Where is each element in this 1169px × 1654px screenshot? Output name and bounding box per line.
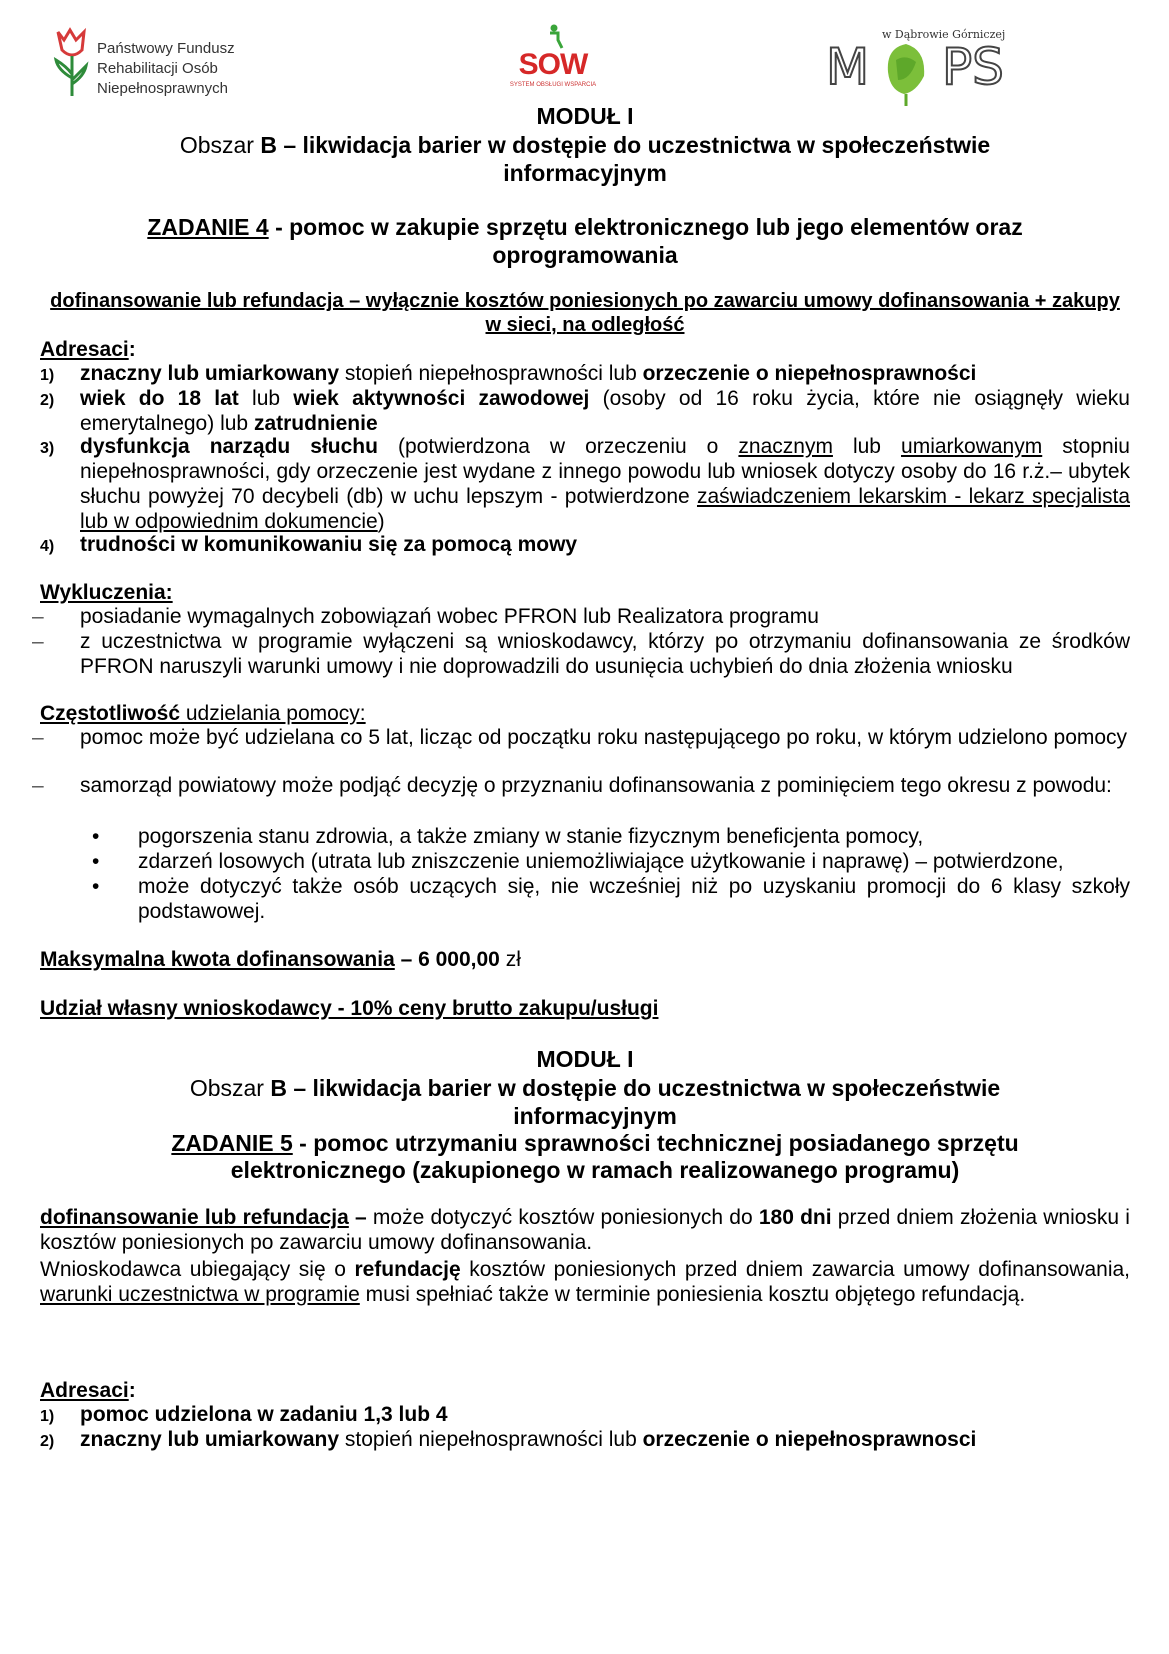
module-title-2: MODUŁ I bbox=[536, 1046, 634, 1072]
task-heading-5: ZADANIE 5 - pomoc utrzymaniu sprawności technicznej posiadanego sprzętu elektronicznego (zakupionego w ramach realizowanego programu) bbox=[171, 1130, 1019, 1183]
person-icon bbox=[544, 24, 564, 50]
pfron-line-1: Państwowy Fundusz bbox=[97, 40, 235, 57]
task-heading-4: ZADANIE 4 - pomoc w zakupie sprzętu elektronicznego lub jego elementów oraz oprogramowania bbox=[147, 214, 1023, 268]
mops-logo bbox=[826, 20, 1066, 108]
exclusions-heading: Wykluczenia: bbox=[40, 581, 173, 604]
mops-letter-m: M bbox=[826, 38, 870, 96]
funding-type-2: dofinansowanie lub refundacja – może dotyczyć kosztów poniesionych do 180 dni przed dniem złożenia wniosku i kosztów poniesionych po zawarciu umowy dofinansowania. bbox=[40, 1206, 1130, 1254]
recipients-heading-2: Adresaci: bbox=[40, 1379, 136, 1402]
sow-logo bbox=[508, 22, 598, 104]
frequency-heading: Częstotliwość udzielania pomocy: bbox=[40, 702, 366, 725]
exclusion-item-1: – posiadanie wymagalnych zobowiązań wobec PFRON lub Realizatora programu bbox=[32, 605, 819, 628]
refund-conditions: Wnioskodawca ubiegający się o refundację kosztów poniesionych przed dniem zawarcia umowy dofinansowania, warunki uczestnictwa w programie musi spełniać także w terminie poniesienia kosztu objętego refundacją. bbox=[40, 1258, 1130, 1306]
sow-mark: SOW bbox=[518, 48, 588, 81]
pfron-line-2: Rehabilitacji Osób bbox=[97, 60, 218, 77]
mops-arc-text: w Dąbrowie Górniczej bbox=[882, 28, 1006, 41]
recipient-item-2: 2) wiek do 18 lat lub wiek aktywności zawodowej (osoby od 16 roku życia, które nie osiągnęły wieku emerytalnego) lub zatrudnienie bbox=[40, 387, 1130, 435]
mops-letters-ps: PS bbox=[942, 38, 1004, 96]
pfron-logo bbox=[52, 26, 272, 104]
area-heading-1: Obszar B – likwidacja barier w dostępie do uczestnictwa w społeczeństwie informacyjnym bbox=[179, 132, 991, 186]
recipient2-item-2: 2) znaczny lub umiarkowany stopień niepełnosprawności lub orzeczenie o niepełnosprawnosci bbox=[40, 1428, 977, 1451]
pfron-line-3: Niepełnosprawnych bbox=[97, 80, 228, 97]
reason-item-1: • pogorszenia stanu zdrowia, a także zmiany w stanie fizycznym beneficjenta pomocy, bbox=[92, 825, 924, 848]
reason-item-3: • może dotyczyć także osób uczących się, nie wcześniej niż po uzyskaniu promocji do 6 klasy szkoły podstawowej. bbox=[92, 875, 1130, 923]
recipient-item-3: 3) dysfunkcja narządu słuchu (potwierdzona w orzeczeniu o znacznym lub umiarkowanym stopniu niepełnosprawności, gdy orzeczenie jest wydane z innego powodu lub wniosek dotyczy osoby do 16 r.ż.– ubytek słuchu powyżej 70 decybeli (db) w uchu lepszym - potwierdzone zaświadczeniem lekarskim - lekarz specjalista lub w odpowiednim dokumencie) bbox=[40, 435, 1130, 533]
recipient-item-1: 1) znaczny lub umiarkowany stopień niepełnosprawności lub orzeczenie o niepełnosprawności bbox=[40, 362, 977, 385]
sow-subtitle: SYSTEM OBSŁUGI WSPARCIA bbox=[509, 82, 597, 88]
module-title-1: MODUŁ I bbox=[536, 103, 634, 129]
recipient2-item-1: 1) pomoc udzielona w zadaniu 1,3 lub 4 bbox=[40, 1403, 448, 1426]
frequency-item-2: – samorząd powiatowy może podjąć decyzję o przyznaniu dofinansowania z pominięciem tego okresu z powodu: bbox=[32, 774, 1112, 797]
tulip-icon bbox=[52, 26, 92, 100]
reason-item-2: • zdarzeń losowych (utrata lub zniszczenie uniemożliwiające użytkowanie i naprawę) – potwierdzone, bbox=[92, 850, 1064, 873]
recipients-heading-1: Adresaci: bbox=[40, 338, 136, 361]
frequency-item-1: – pomoc może być udzielana co 5 lat, licząc od początku roku następującego po roku, w którym udzielono pomocy bbox=[32, 726, 1128, 749]
exclusion-item-2: – z uczestnictwa w programie wyłączeni są wnioskodawcy, którzy po otrzymaniu dofinansowania ze środków PFRON naruszyli warunki umowy i nie doprowadzili do usunięcia uchybień do dnia złożenia wniosku bbox=[32, 630, 1130, 678]
own-contribution: Udział własny wnioskodawcy - 10% ceny brutto zakupu/usługi bbox=[40, 997, 659, 1020]
leaf-icon bbox=[888, 44, 924, 106]
max-amount: Maksymalna kwota dofinansowania – 6 000,00 zł bbox=[40, 948, 521, 971]
area-heading-2: Obszar B – likwidacja barier w dostępie do uczestnictwa w społeczeństwie informacyjnym bbox=[189, 1075, 1001, 1129]
recipient-item-4: 4) trudności w komunikowaniu się za pomocą mowy bbox=[40, 533, 578, 556]
funding-type-1: dofinansowanie lub refundacja – wyłącznie kosztów poniesionych po zawarciu umowy dofinansowania + zakupy w sieci, na odległość bbox=[50, 290, 1120, 336]
